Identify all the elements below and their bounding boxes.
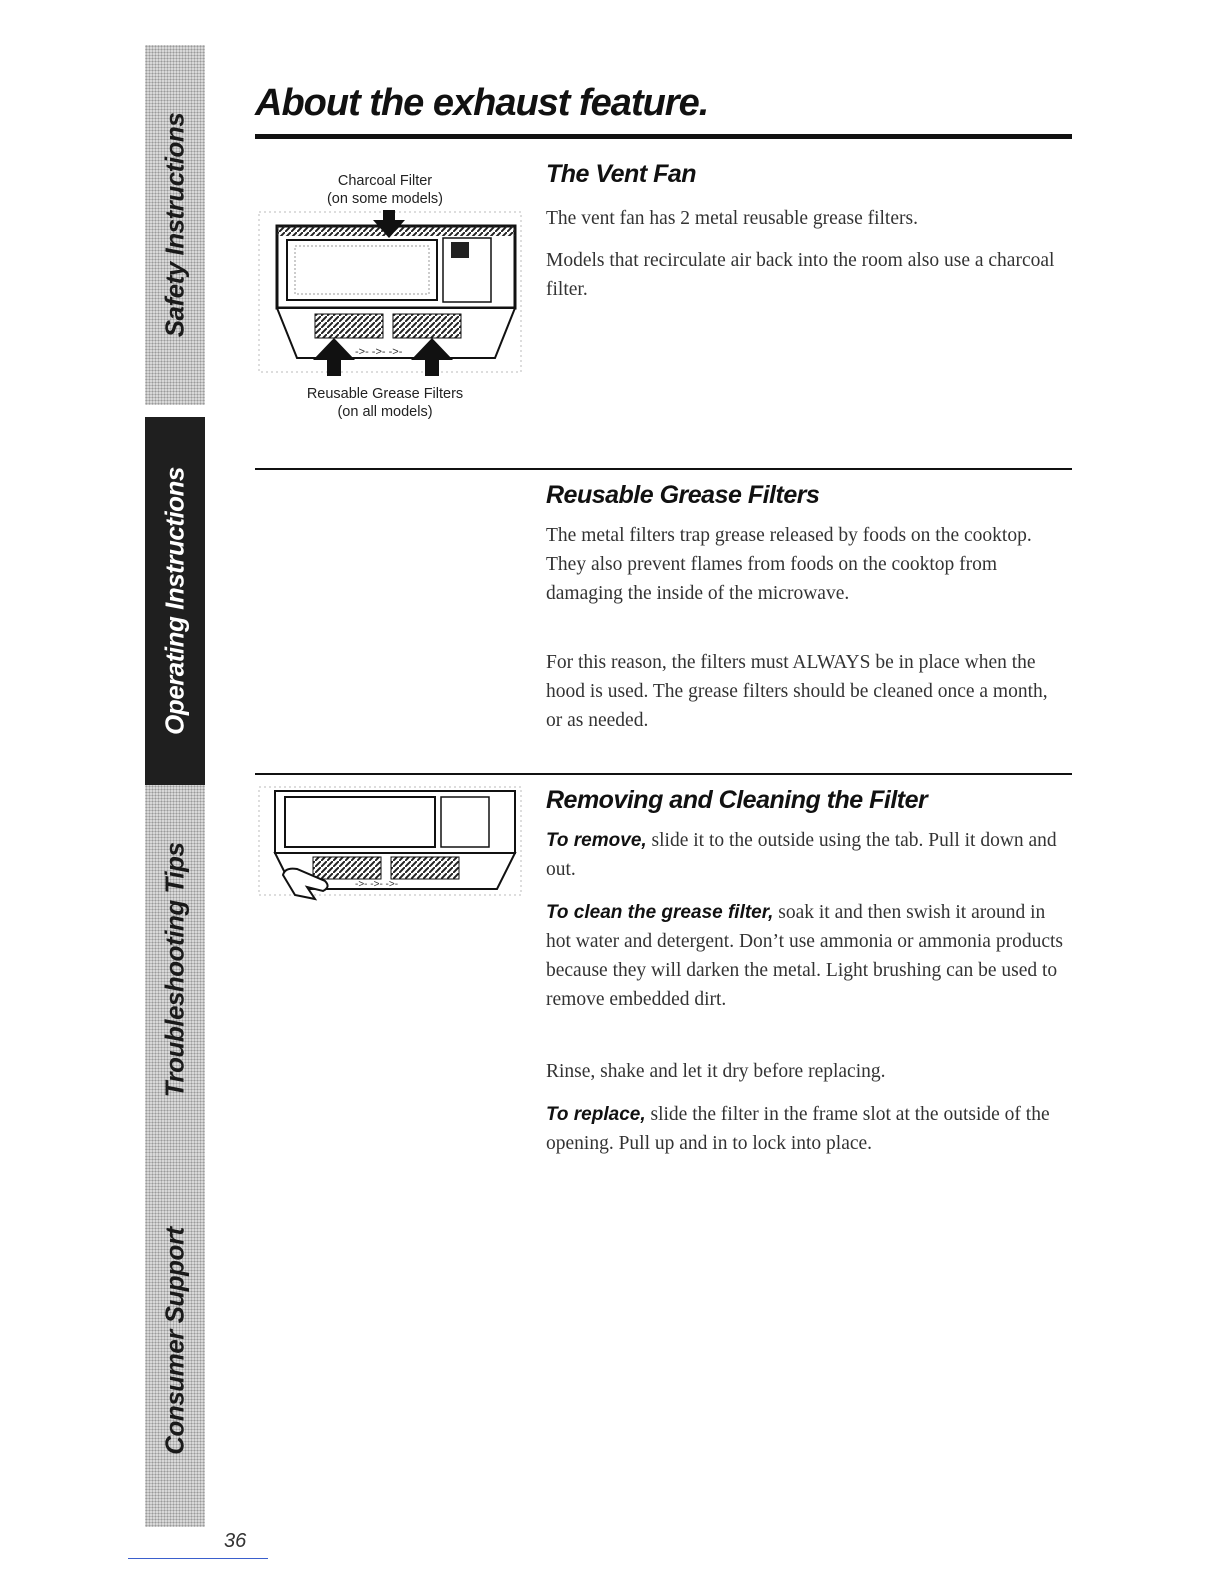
page-title: About the exhaust feature. xyxy=(255,82,709,124)
bottom-link-line xyxy=(128,1558,268,1559)
clean-text: soak it and then swish it around in hot water and detergent. Don’t use ammonia or ammonia products because they will darken the metal. Light brushing can be used to remove embedded dirt. xyxy=(546,902,1063,1010)
rinse-instructions: Rinse, shake and let it dry before replacing. xyxy=(546,1061,886,1082)
title-rule xyxy=(255,134,1072,139)
figure1-top-caption: Charcoal Filter (on some models) xyxy=(326,173,444,207)
vent-fan-text-1: The vent fan has 2 metal reusable grease filters. xyxy=(546,208,918,229)
svg-text:->- ->- ->-: ->- ->- ->- xyxy=(355,879,399,890)
tab-label: Safety Instructions xyxy=(159,112,190,338)
replace-text: slide the filter in the frame slot at the outside of the opening. Pull up and in to lock into place. xyxy=(546,1104,1050,1154)
section-heading-removing-cleaning: Removing and Cleaning the Filter xyxy=(546,786,928,814)
replace-instructions xyxy=(546,1100,1066,1158)
remove-instructions xyxy=(546,826,1066,884)
tab-label: Operating Instructions xyxy=(159,467,190,735)
tab-consumer-support[interactable] xyxy=(145,1155,205,1527)
microwave-filters-illustration xyxy=(255,208,525,383)
tab-troubleshooting-tips[interactable] xyxy=(145,785,205,1155)
remove-lead: To remove, xyxy=(546,830,647,851)
filter-removal-illustration xyxy=(255,783,525,901)
tab-label: Consumer Support xyxy=(159,1227,190,1455)
clean-lead: To clean the grease filter, xyxy=(546,902,774,923)
section-divider xyxy=(255,468,1072,470)
page-number: 36 xyxy=(224,1530,247,1552)
remove-text: slide it to the outside using the tab. Pull it down and out. xyxy=(546,830,1057,880)
tab-label: Troubleshooting Tips xyxy=(159,842,190,1098)
section-heading-grease-filters: Reusable Grease Filters xyxy=(546,481,820,509)
tab-operating-instructions[interactable] xyxy=(145,417,205,785)
section-divider xyxy=(255,773,1072,775)
svg-text:->- ->- ->-: ->- ->- ->- xyxy=(355,346,403,358)
grease-filters-text-1: The metal filters trap grease released by foods on the cooktop. They also prevent flames from foods on the cooktop from damaging the inside of the microwave. xyxy=(546,525,1032,604)
replace-lead: To replace, xyxy=(546,1104,646,1125)
vent-fan-text-2: Models that recirculate air back into the room also use a charcoal filter. xyxy=(546,250,1055,300)
clean-instructions xyxy=(546,898,1066,1014)
tab-safety-instructions[interactable] xyxy=(145,45,205,405)
grease-filters-text-2: For this reason, the filters must ALWAYS be in place when the hood is used. The grease filters should be cleaned once a month, or as needed. xyxy=(546,652,1048,731)
section-heading-vent-fan: The Vent Fan xyxy=(546,160,697,188)
figure1-bottom-caption: Reusable Grease Filters (on all models) xyxy=(306,386,464,420)
